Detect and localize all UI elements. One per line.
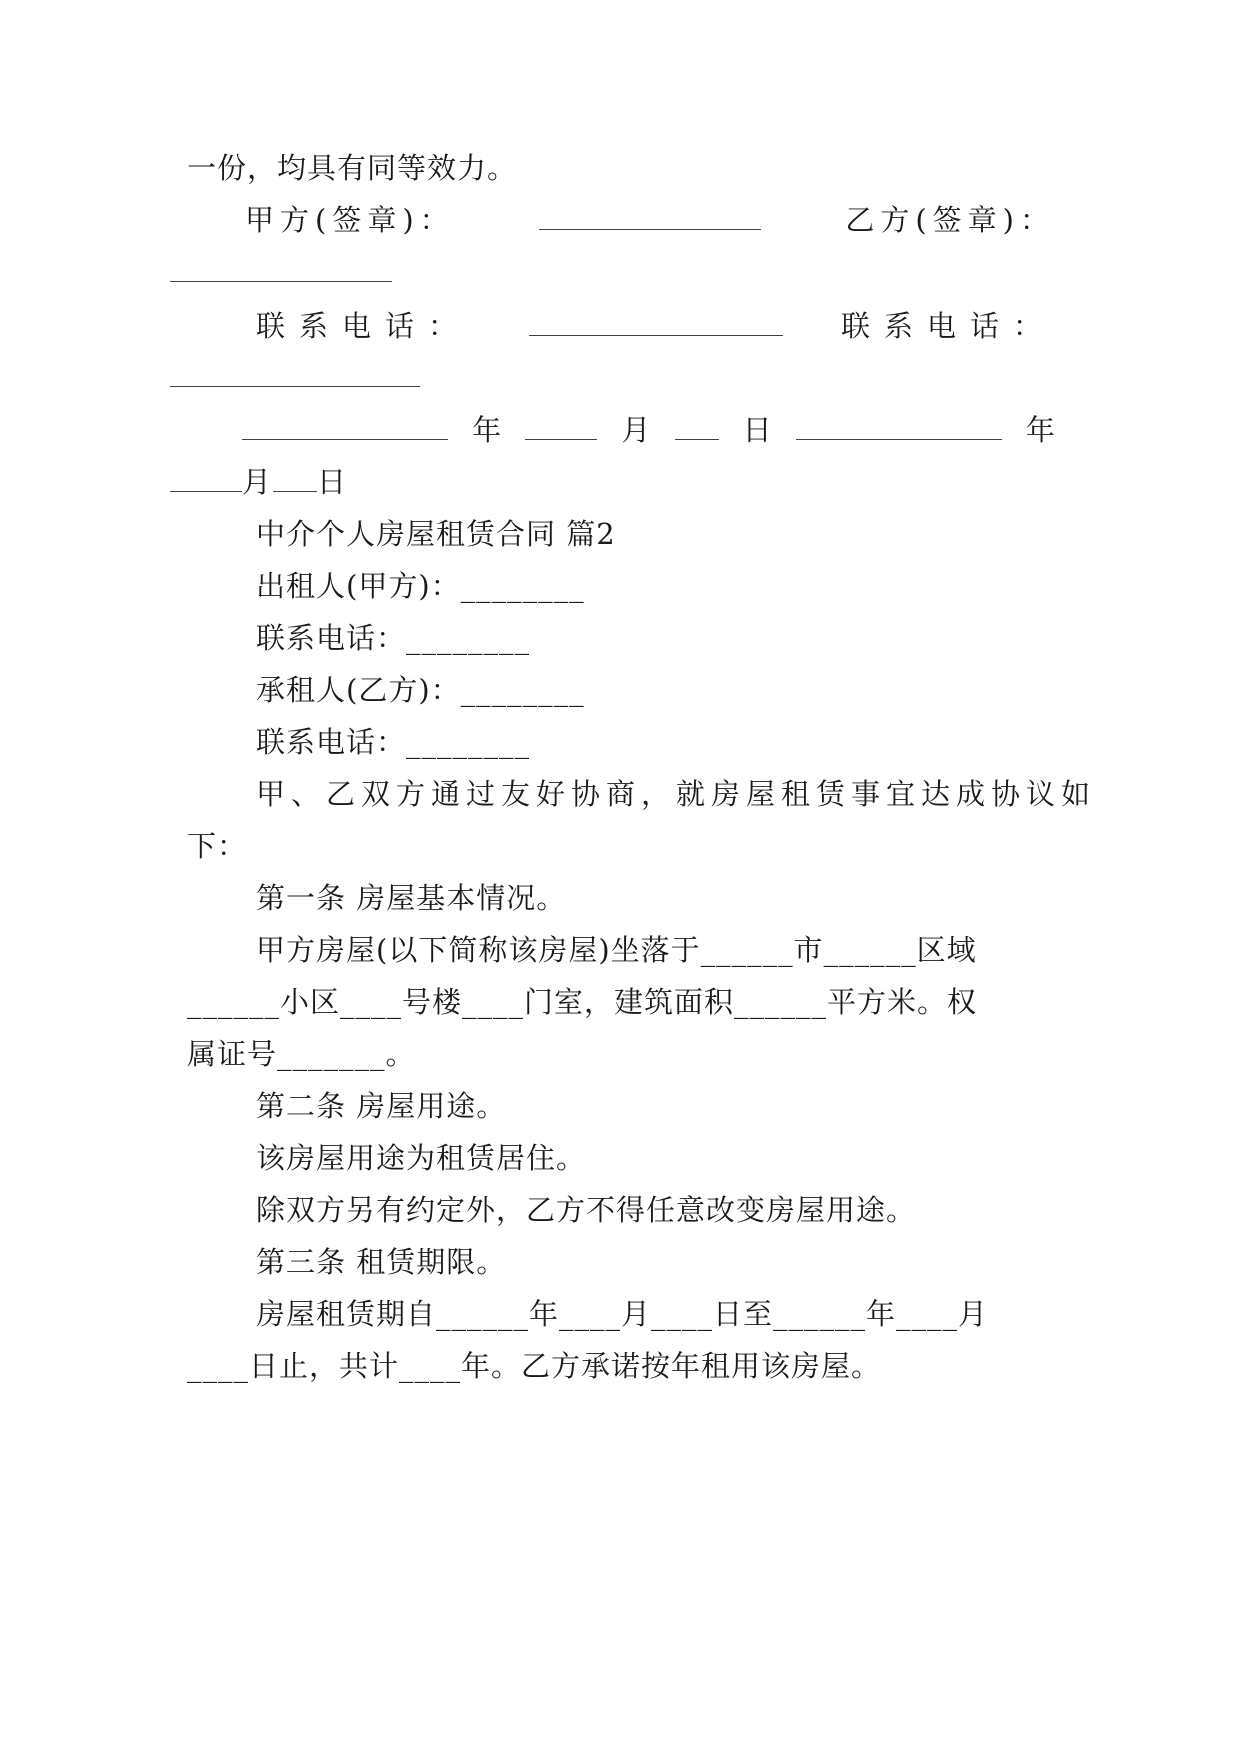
party-b-phone-label: 联系电话： [840, 309, 1056, 343]
date-row [242, 410, 1055, 450]
party-b-year-blank[interactable] [796, 413, 1002, 440]
article-2-text-2: 除双方另有约定外，乙方不得任意改变房屋用途。 [256, 1193, 917, 1227]
party-a-signature-blank[interactable] [539, 203, 761, 230]
signature-row [245, 200, 1055, 240]
lessee-phone-line: 联系电话：________ [256, 725, 531, 759]
article-1-text-3: 属证号_______。 [187, 1037, 416, 1071]
article-1-text-2: ______小区____号楼____门室，建筑面积______平方米。权 [187, 985, 978, 1019]
article-3-text-2: ____日止，共计____年。乙方承诺按年租用该房屋。 [187, 1349, 882, 1383]
article-2-text: 该房屋用途为租赁居住。 [256, 1141, 587, 1175]
party-a-month-blank[interactable] [525, 413, 597, 440]
article-3-text: 房屋租赁期自______年____月____日至______年____月 [256, 1297, 989, 1331]
article-1-text: 甲方房屋(以下简称该房屋)坐落于______市______区域 [256, 933, 977, 967]
article-1-title: 第一条 房屋基本情况。 [256, 881, 567, 915]
party-a-phone-blank[interactable] [529, 309, 783, 336]
day-label: 日 [742, 413, 772, 447]
agreement-intro-line-2: 下： [187, 829, 248, 863]
party-b-phone-blank[interactable] [170, 386, 420, 387]
day-label: 日 [317, 465, 347, 499]
party-b-month-blank[interactable] [170, 465, 242, 492]
lessor-phone-line: 联系电话：________ [256, 621, 531, 655]
party-a-phone-label: 联系电话： [256, 309, 472, 343]
party-a-signature-label: 甲方(签章)： [245, 203, 455, 237]
lessee-line: 承租人(乙方)：________ [256, 673, 585, 707]
year-label: 年 [1025, 413, 1055, 447]
lessor-line: 出租人(甲方)：________ [256, 569, 585, 603]
party-a-day-blank[interactable] [675, 413, 719, 440]
agreement-intro-line: 甲、乙双方通过友好协商，就房屋租赁事宜达成协议如 [256, 777, 1097, 811]
phone-row [256, 306, 1056, 346]
section-title: 中介个人房屋租赁合同 篇2 [256, 517, 616, 551]
month-label: 月 [621, 413, 651, 447]
date-row-continued [170, 462, 346, 502]
party-b-signature-blank[interactable] [170, 281, 392, 282]
month-label: 月 [242, 465, 272, 499]
party-a-year-blank[interactable] [242, 413, 448, 440]
party-b-signature-label: 乙方(签章)： [845, 203, 1055, 237]
article-3-title: 第三条 租赁期限。 [256, 1245, 507, 1279]
year-label: 年 [472, 413, 502, 447]
paragraph-line: 一份，均具有同等效力。 [187, 151, 518, 185]
article-2-title: 第二条 房屋用途。 [256, 1089, 507, 1123]
party-b-day-blank[interactable] [273, 465, 317, 492]
